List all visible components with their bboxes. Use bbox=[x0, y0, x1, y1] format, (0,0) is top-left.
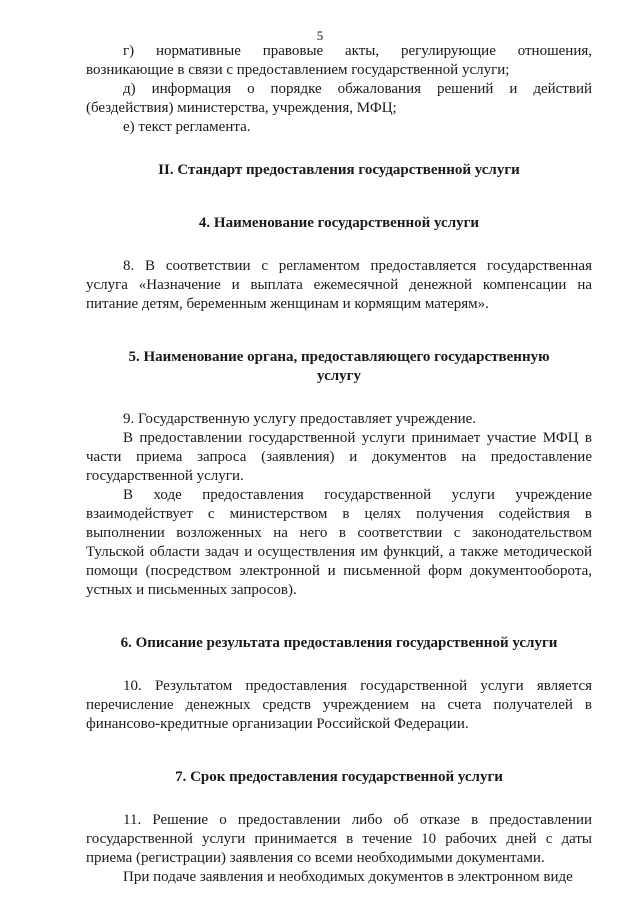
paragraph-11-electronic: При подаче заявления и необходимых документов в электронном виде bbox=[123, 869, 573, 885]
paragraph-11: 11. Решение о предоставлении либо об отказе в предоставлении государственной услуги принимается в течение 10 рабочих дней с даты приема (регистрации) заявления со всеми необходимыми документами. bbox=[86, 812, 592, 866]
list-item-g: г) нормативные правовые акты, регулирующие отношения, возникающие в связи с предоставлением государственной услуги; bbox=[86, 43, 592, 78]
paragraph-9-mfc: В предоставлении государственной услуги принимает участие МФЦ в части приема запроса (заявления) и документов на предоставление государственной услуги. bbox=[86, 430, 592, 484]
section-5-heading: 5. Наименование органа, предоставляющего государственную услугу bbox=[128, 349, 550, 384]
part-heading: II. Стандарт предоставления государственной услуги bbox=[158, 162, 520, 178]
section-4-heading: 4. Наименование государственной услуги bbox=[198, 215, 480, 231]
section-6-heading: 6. Описание результата предоставления государственной услуги bbox=[120, 635, 558, 651]
paragraph-10: 10. Результатом предоставления государственной услуги является перечисление денежных средств учреждением на счета получателей в финансово-кредитные организации Российской Федерации. bbox=[86, 678, 592, 732]
page-content bbox=[86, 42, 592, 887]
list-item-e: е) текст регламента. bbox=[123, 119, 251, 135]
page-number: 5 bbox=[316, 28, 324, 43]
paragraph-8: 8. В соответствии с регламентом предоставляется государственная услуга «Назначение и выплата ежемесячной денежной компенсации на питание детям, беременным женщинам и кормящим матерям». bbox=[86, 258, 592, 312]
paragraph-9-interaction: В ходе предоставления государственной услуги учреждение взаимодействует с министерством в целях получения содействия в выполнении возложенных на него в соответствии с законодательством Тульской области задач и осуществления им функций, а также методической помощи (посредством электронной и письменной форм документооборота, устных и письменных запросов). bbox=[86, 487, 592, 598]
section-7-heading: 7. Срок предоставления государственной услуги bbox=[175, 769, 503, 785]
paragraph-9: 9. Государственную услугу предоставляет учреждение. bbox=[123, 411, 477, 427]
list-item-d: д) информация о порядке обжалования решений и действий (бездействия) министерства, учреждения, МФЦ; bbox=[86, 81, 592, 116]
